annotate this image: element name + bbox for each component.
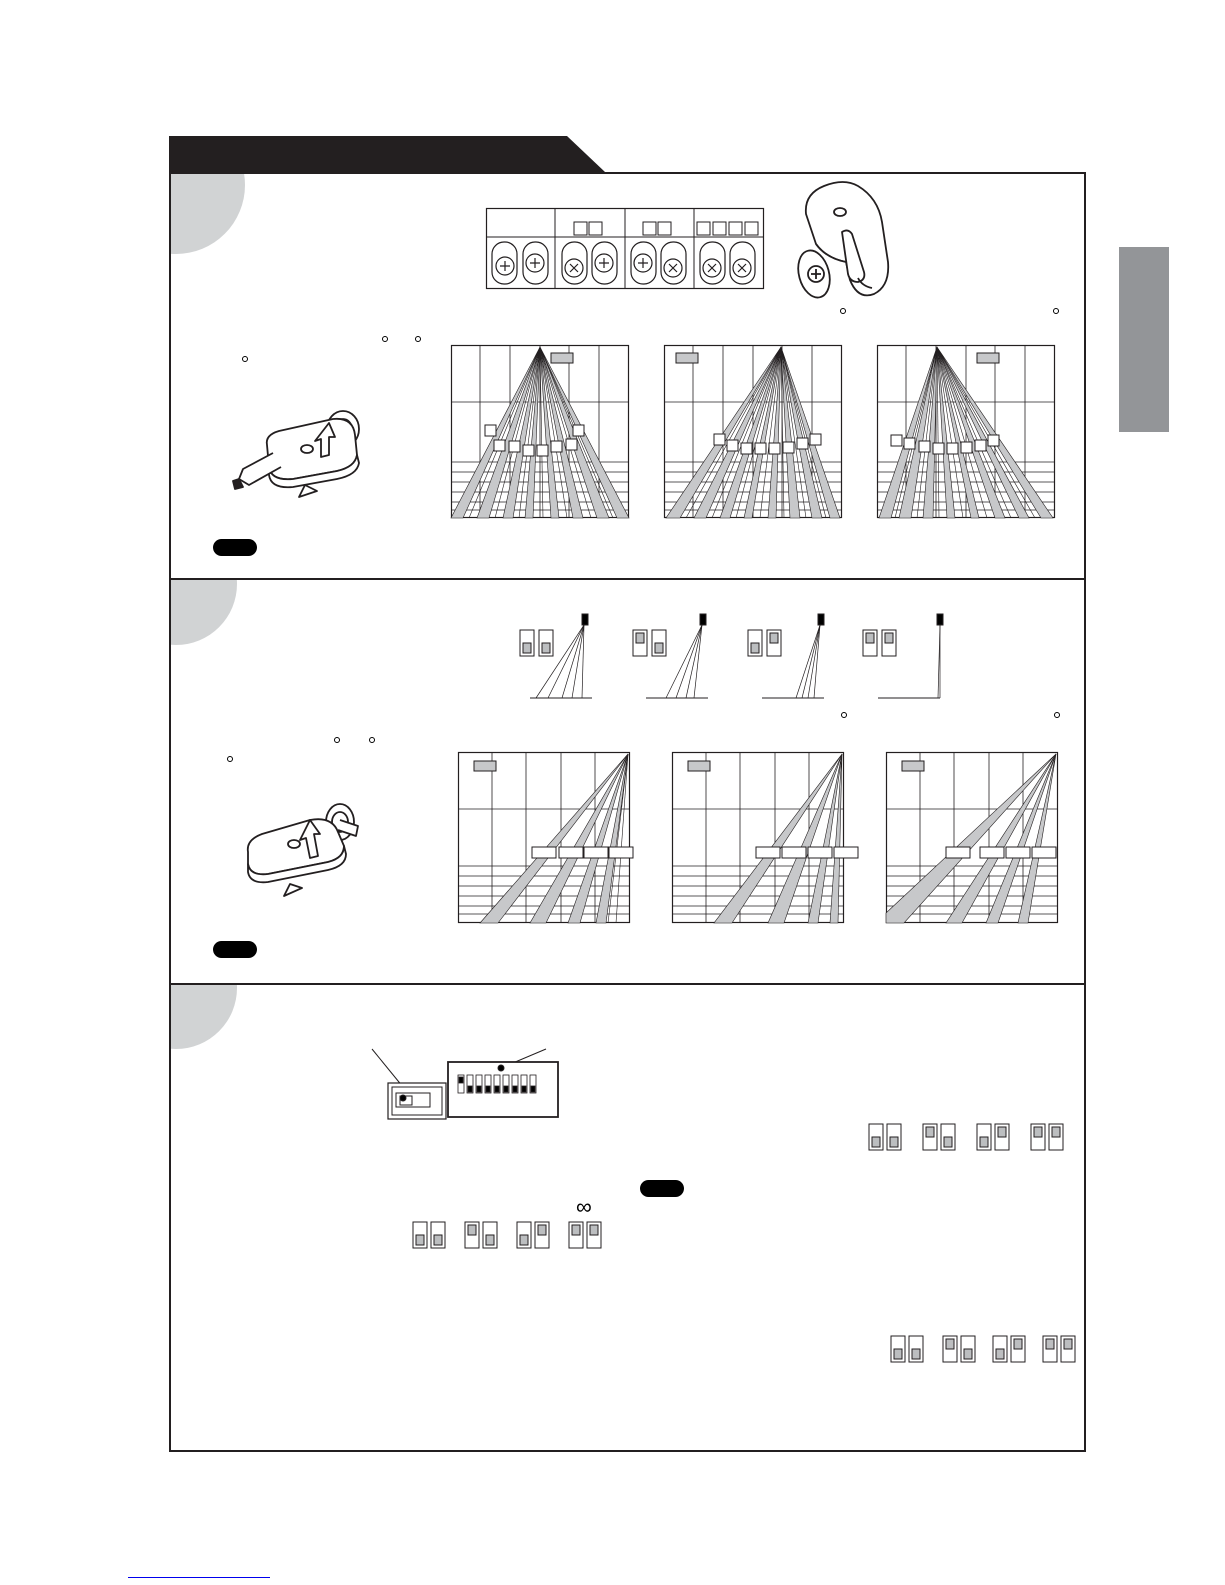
switch-position-set-1	[869, 1124, 1084, 1159]
screw-position-table	[486, 208, 776, 293]
degree-mark	[334, 737, 340, 743]
degree-mark	[382, 336, 388, 342]
degree-mark	[1053, 308, 1059, 314]
coverage-diagram-2a	[458, 752, 633, 927]
coverage-diagram-2b	[672, 752, 862, 927]
coverage-diagram-1b	[664, 345, 844, 520]
coverage-diagram-2c	[886, 752, 1061, 927]
dip-switch-board	[370, 1047, 570, 1137]
degree-mark	[227, 756, 233, 762]
step-circle-1	[107, 116, 245, 254]
footer-link-underline[interactable]	[128, 1577, 270, 1578]
lens-cap-icon	[796, 176, 906, 306]
degree-mark	[841, 712, 847, 718]
degree-mark	[369, 737, 375, 743]
coverage-diagram-1c	[877, 345, 1057, 520]
coverage-diagram-1a	[451, 345, 631, 520]
screwdriver-icon	[225, 405, 385, 505]
note-badge-icon	[640, 1180, 684, 1197]
degree-mark	[1054, 712, 1060, 718]
infinity-symbol: ∞	[576, 1194, 592, 1219]
screwdriver-icon	[240, 800, 390, 900]
note-badge-icon	[213, 941, 257, 958]
degree-mark	[840, 308, 846, 314]
vertical-angle-diagrams	[520, 612, 970, 707]
note-badge-icon	[213, 539, 257, 556]
switch-position-set-2	[413, 1222, 613, 1257]
degree-mark	[242, 356, 248, 362]
switch-position-set-3	[891, 1336, 1091, 1371]
degree-mark	[415, 336, 421, 342]
